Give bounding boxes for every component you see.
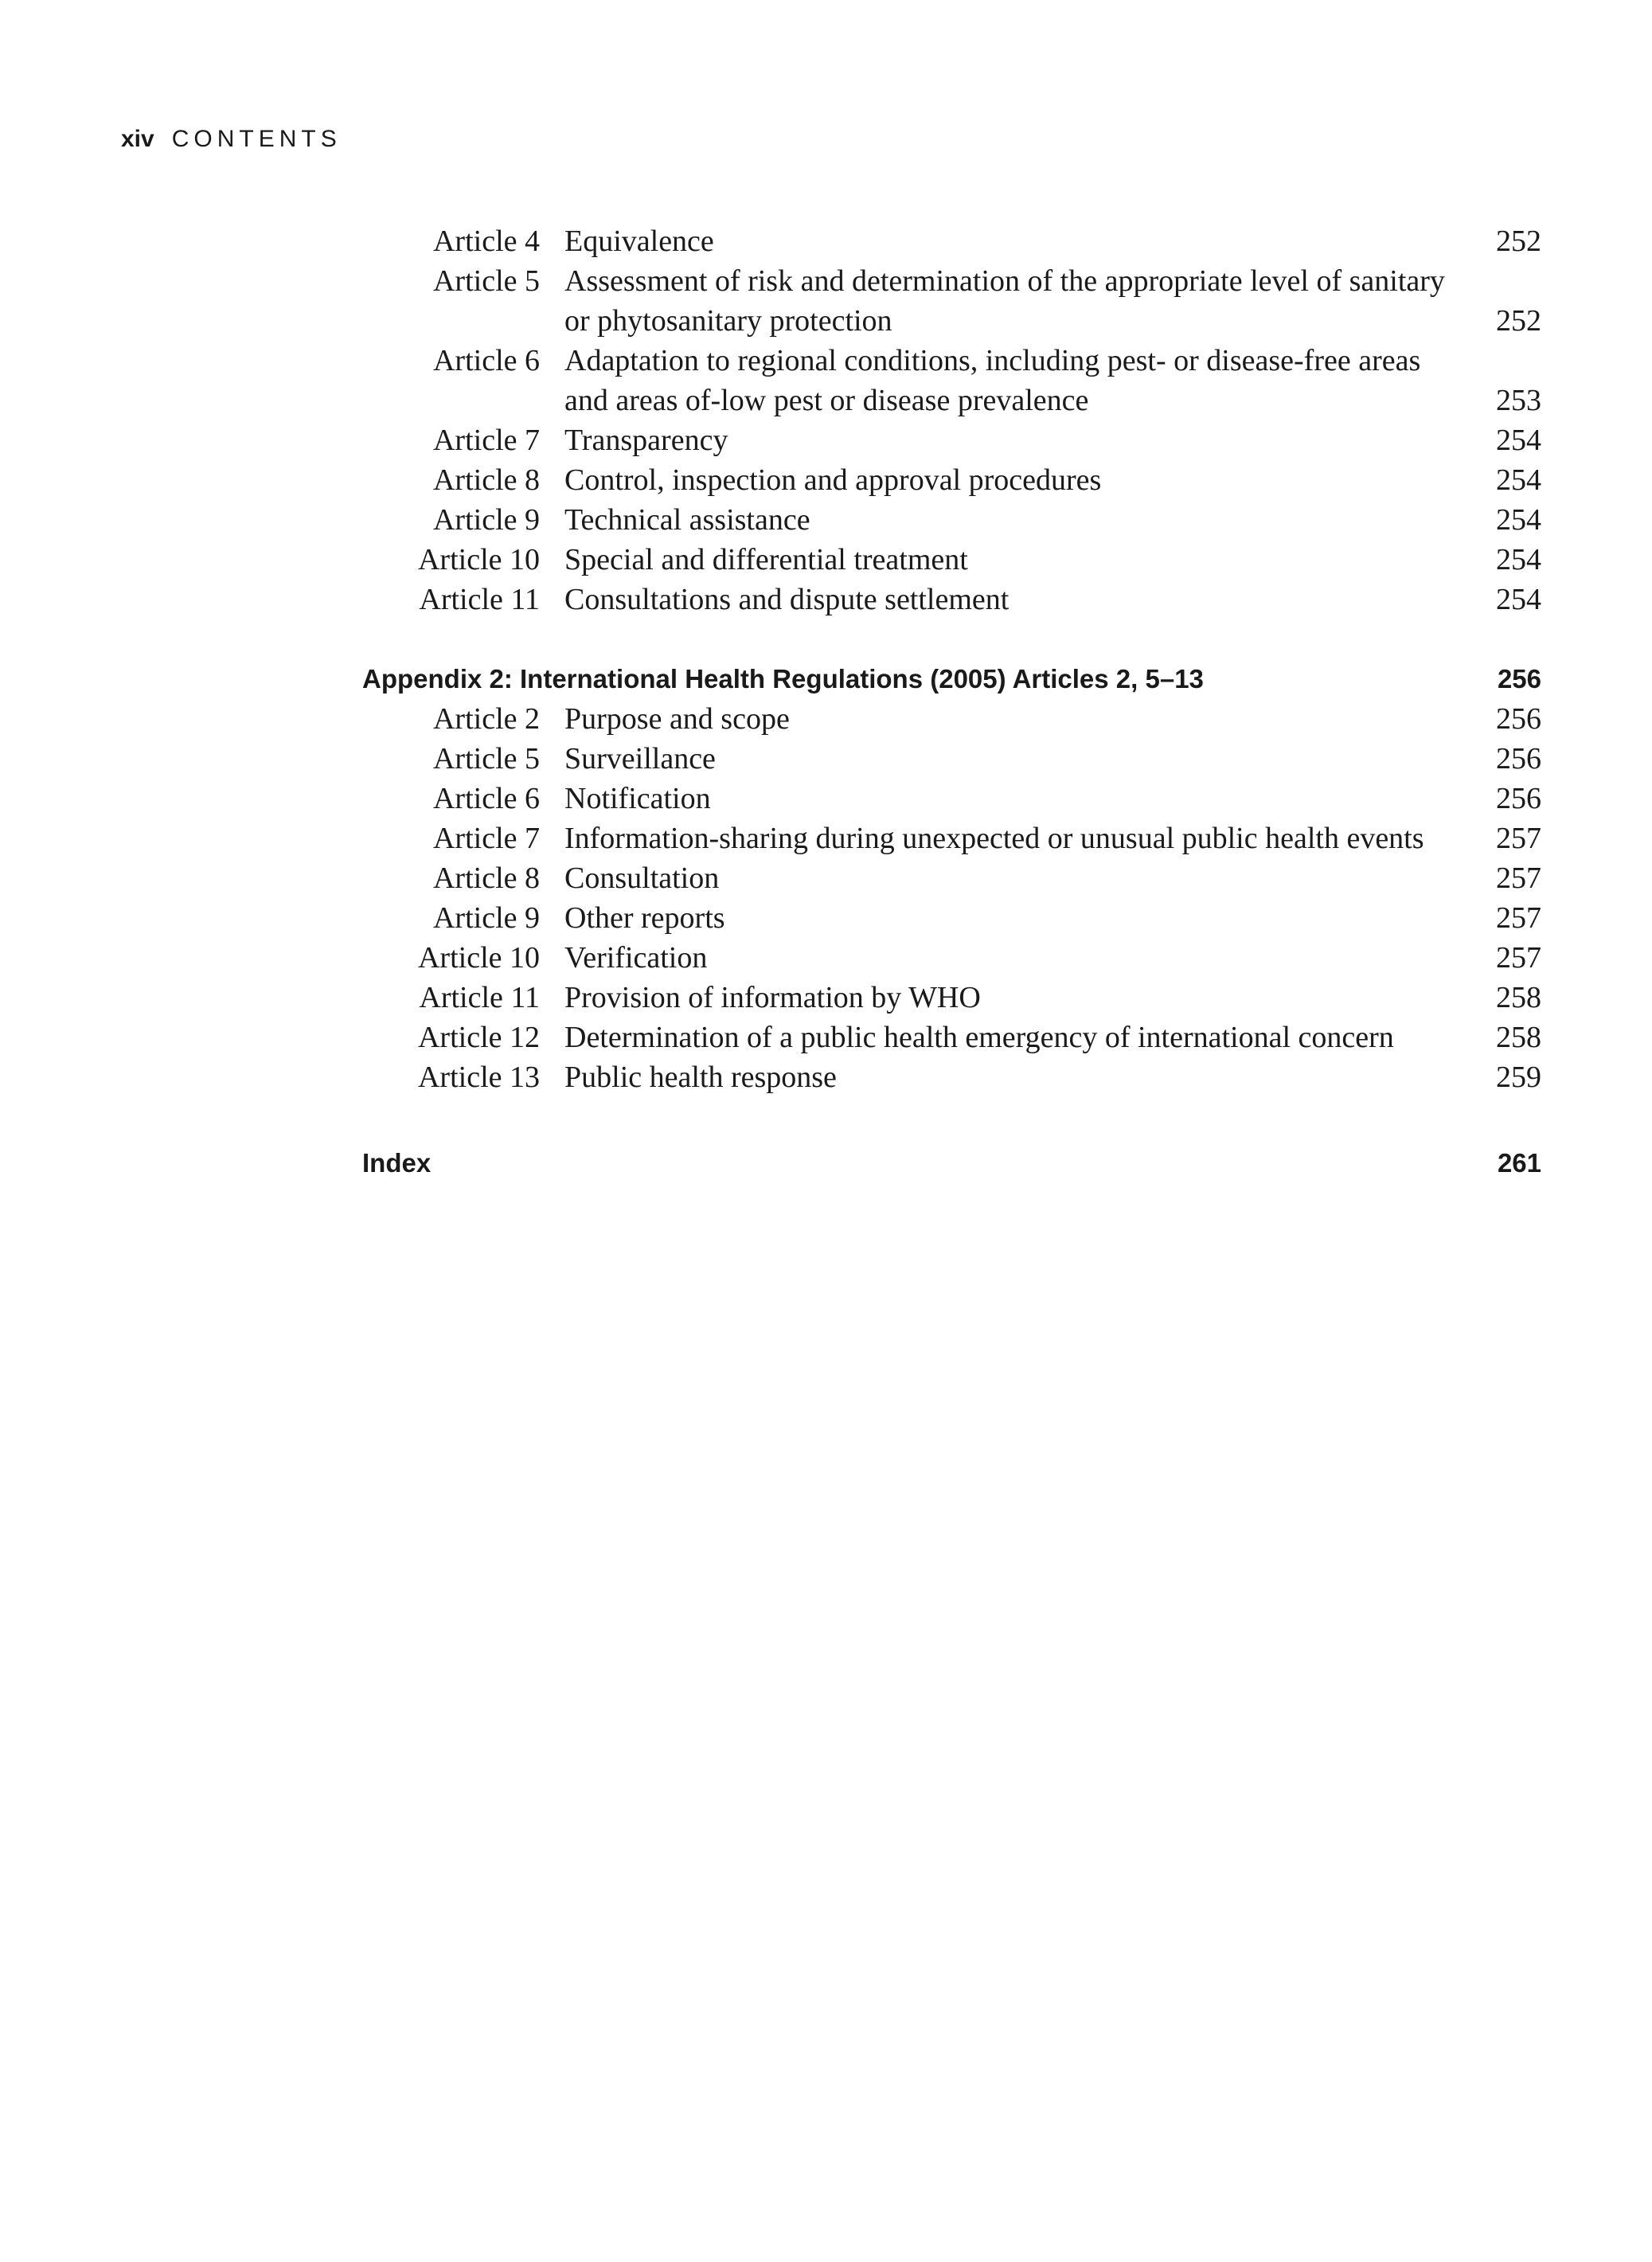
article-label: Article 7 xyxy=(432,424,540,457)
article-title: Transparency xyxy=(564,424,728,457)
article-title: Purpose and scope xyxy=(564,702,790,736)
toc-entry[interactable] xyxy=(362,580,1541,619)
section-spacer xyxy=(362,1097,1541,1143)
page-number: 257 xyxy=(1496,822,1541,855)
page-number: 256 xyxy=(1496,782,1541,815)
article-label: Article 6 xyxy=(432,344,540,377)
article-title: Notification xyxy=(564,782,711,815)
page-number: 254 xyxy=(1496,463,1541,497)
toc-entry[interactable] xyxy=(362,221,1541,261)
toc-entry[interactable] xyxy=(362,739,1541,779)
toc-entry[interactable] xyxy=(362,858,1541,898)
article-title: Surveillance xyxy=(564,742,716,775)
article-label: Article 5 xyxy=(432,742,540,775)
article-label: Article 7 xyxy=(432,822,540,855)
page-number: 257 xyxy=(1496,901,1541,935)
article-title: Public health response xyxy=(564,1061,837,1094)
table-of-contents xyxy=(362,221,1541,1183)
appendix-title: Appendix 2: International Health Regulations (2005) Articles 2, 5–13 xyxy=(362,664,1204,693)
page-number: 252 xyxy=(1496,225,1541,258)
article-title: Adaptation to regional conditions, including pest- or disease-free areas and areas of-low pest or disease prevalence xyxy=(564,344,1421,417)
article-label: Article 5 xyxy=(432,264,540,298)
article-title: Determination of a public health emergency of international concern xyxy=(564,1021,1394,1054)
section-spacer xyxy=(362,619,1541,659)
page-number: 254 xyxy=(1496,424,1541,457)
page-number: 259 xyxy=(1496,1061,1541,1094)
section-label: CONTENTS xyxy=(171,126,342,152)
index-heading[interactable] xyxy=(362,1143,1541,1183)
article-label: Article 10 xyxy=(417,941,540,975)
toc-entry[interactable] xyxy=(362,1057,1541,1097)
article-title: Information-sharing during unexpected or unusual public health events xyxy=(564,822,1424,855)
appendix-page-number: 256 xyxy=(1497,664,1541,693)
article-title: Special and differential treatment xyxy=(564,543,968,576)
page-number: 254 xyxy=(1496,583,1541,616)
index-title: Index xyxy=(362,1148,432,1178)
article-title: Other reports xyxy=(564,901,725,935)
page-number: 256 xyxy=(1496,702,1541,736)
article-title: Assessment of risk and determination of the appropriate level of sanitary or phytosanitary protection xyxy=(564,264,1445,338)
page-folio: xiv xyxy=(121,126,154,152)
index-page-number: 261 xyxy=(1497,1148,1541,1178)
article-label: Article 10 xyxy=(417,543,540,576)
page-number: 258 xyxy=(1496,1021,1541,1054)
toc-entry[interactable] xyxy=(362,500,1541,540)
toc-entry[interactable] xyxy=(362,460,1541,500)
page-number: 257 xyxy=(1496,941,1541,975)
article-label: Article 6 xyxy=(432,782,540,815)
article-label: Article 9 xyxy=(432,503,540,537)
page-number: 258 xyxy=(1496,981,1541,1014)
article-title: Verification xyxy=(564,941,708,975)
article-label: Article 2 xyxy=(432,702,540,736)
toc-entry[interactable] xyxy=(362,938,1541,978)
toc-entry[interactable] xyxy=(362,699,1541,739)
article-label: Article 12 xyxy=(417,1021,540,1054)
article-label: Article 11 xyxy=(419,981,540,1014)
toc-entry[interactable] xyxy=(362,341,1541,420)
article-title: Technical assistance xyxy=(564,503,810,537)
page-number: 257 xyxy=(1496,861,1541,895)
article-label: Article 8 xyxy=(432,861,540,895)
toc-entry[interactable] xyxy=(362,978,1541,1018)
toc-entry[interactable] xyxy=(362,540,1541,580)
article-label: Article 9 xyxy=(432,901,540,935)
running-head xyxy=(121,123,342,155)
toc-entry[interactable] xyxy=(362,779,1541,818)
appendix-heading[interactable] xyxy=(362,659,1541,699)
toc-entry[interactable] xyxy=(362,818,1541,858)
page-number: 256 xyxy=(1496,742,1541,775)
article-title: Consultations and dispute settlement xyxy=(564,583,1010,616)
page-number: 252 xyxy=(1496,304,1541,338)
article-label: Article 8 xyxy=(432,463,540,497)
toc-entry[interactable] xyxy=(362,898,1541,938)
article-label: Article 13 xyxy=(417,1061,540,1094)
article-title: Consultation xyxy=(564,861,720,895)
page-number: 253 xyxy=(1496,384,1541,417)
article-title: Provision of information by WHO xyxy=(564,981,981,1014)
article-title: Control, inspection and approval procedures xyxy=(564,463,1102,497)
toc-entry[interactable] xyxy=(362,261,1541,341)
page-number: 254 xyxy=(1496,503,1541,537)
article-label: Article 4 xyxy=(432,225,540,258)
article-title: Equivalence xyxy=(564,225,714,258)
page-number: 254 xyxy=(1496,543,1541,576)
article-label: Article 11 xyxy=(419,583,540,616)
toc-entry[interactable] xyxy=(362,420,1541,460)
toc-entry[interactable] xyxy=(362,1018,1541,1057)
